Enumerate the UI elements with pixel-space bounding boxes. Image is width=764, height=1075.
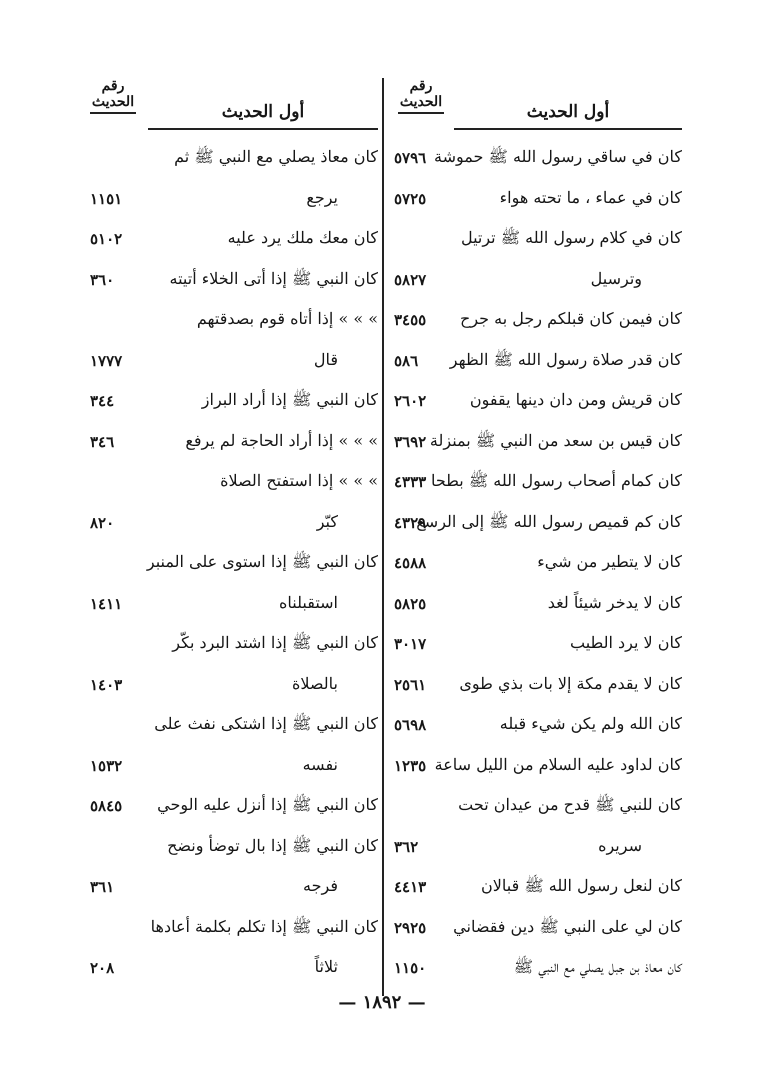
index-entry (392, 179, 682, 220)
hadith-number-header-line1: رقم (409, 78, 433, 94)
index-entry (88, 665, 378, 706)
hadith-opening-text: كان لا يقدم مكة إلا بات بذي طوى (459, 673, 682, 693)
index-entry (392, 381, 682, 422)
hadith-number: ٥٨٢٥ (394, 594, 427, 613)
hadith-opening-text: كان النبي ﷺ إذا أنزل عليه الوحي (157, 795, 378, 814)
hadith-start-header-label: أول الحديث (526, 102, 610, 122)
index-entry (88, 908, 378, 949)
hadith-number: ١٥٣٢ (90, 756, 123, 775)
index-entry (88, 341, 378, 382)
hadith-opening-text: كان لنعل رسول الله ﷺ قبالان (481, 876, 682, 895)
hadith-number: ١١٥٠ (394, 959, 427, 977)
hadith-opening-text: نفسه (302, 754, 338, 774)
hadith-opening-text: كان كم قميص رسول الله ﷺ إلى الرسغ (416, 511, 682, 531)
index-entry (88, 138, 378, 179)
hadith-start-header-label: أول الحديث (221, 102, 305, 122)
index-entry (392, 219, 682, 260)
hadith-number-header-line2: الحديث (399, 94, 443, 110)
hadith-number: ٣٤٦ (90, 432, 115, 451)
hadith-opening-text: كان النبي ﷺ إذا تكلم بكلمة أعادها (150, 916, 378, 936)
header-rule (148, 128, 378, 130)
hadith-opening-text: استقبلناه (279, 592, 338, 612)
hadith-opening-text: كان لداود عليه السلام من الليل ساعة (434, 754, 682, 774)
hadith-number: ١٤٠٣ (90, 675, 123, 694)
hadith-opening-text: كان لا يدخر شيئاً لغد (547, 592, 682, 612)
hadith-opening-text: كان لا يتطير من شيء (537, 552, 682, 571)
hadith-number-header (396, 78, 446, 114)
page-number: — ١٨٩٢ — (338, 992, 426, 1013)
hadith-opening-text: وترسيل (590, 268, 642, 288)
hadith-number: ٥٨٢٧ (394, 270, 427, 289)
index-rows-left (88, 138, 378, 989)
index-entry (392, 260, 682, 301)
hadith-opening-text: كان في ساقي رسول الله ﷺ حموشة (434, 147, 682, 166)
index-entry (88, 746, 378, 787)
hadith-opening-text: كان لا يرد الطيب (569, 633, 682, 652)
hadith-number: ٥٨٦ (394, 351, 419, 370)
index-entry (392, 503, 682, 544)
index-entry (88, 867, 378, 908)
index-entry (392, 908, 682, 949)
hadith-number: ٣٤٥٥ (394, 311, 427, 329)
index-rows-right (392, 138, 682, 989)
hadith-number: ٥٧٩٦ (394, 149, 427, 167)
hadith-number: ٢٥٦١ (394, 675, 427, 694)
hadith-number-header (88, 78, 138, 114)
hadith-opening-text: كبّر (316, 511, 338, 531)
hadith-opening-text: كان معاذ بن جبل يصلي مع النبي ﷺ (513, 957, 682, 976)
hadith-number-header-line2: الحديث (91, 94, 135, 110)
index-entry (88, 786, 378, 827)
index-entry (88, 827, 378, 868)
hadith-number: ٤٣٣٣ (394, 473, 427, 491)
hadith-number: ٣٦٠ (90, 270, 115, 289)
hadith-number: ١٤١١ (90, 594, 123, 613)
hadith-number: ٥٨٤٥ (90, 797, 123, 815)
hadith-number: ٣٤٤ (90, 392, 115, 410)
hadith-opening-text: بالصلاة (291, 673, 338, 693)
hadith-opening-text: كان فيمن كان قبلكم رجل به جرح (460, 309, 682, 328)
hadith-opening-text: كان قيس بن سعد من النبي ﷺ بمنزلة (429, 430, 682, 450)
index-entry (392, 584, 682, 625)
hadith-number: ٢٠٨ (90, 959, 115, 977)
hadith-opening-text: فرجه (303, 876, 338, 895)
hadith-opening-text: كان النبي ﷺ إذا بال توضأ ونضح (167, 835, 378, 855)
index-entry (88, 381, 378, 422)
index-entry (88, 462, 378, 503)
hadith-number: ٥٧٢٥ (394, 189, 427, 208)
hadith-number: ٣٦٢ (394, 837, 419, 856)
hadith-number: ٣٦١ (90, 878, 115, 896)
index-entry (392, 341, 682, 382)
index-entry (88, 584, 378, 625)
index-entry (392, 543, 682, 584)
hadith-opening-text: كان الله ولم يكن شيء قبله (499, 714, 682, 733)
hadith-number: ٥١٠٢ (90, 230, 123, 248)
hadith-opening-text: كان لي على النبي ﷺ دين فقضاني (453, 916, 682, 936)
index-entry (88, 260, 378, 301)
hadith-opening-text: ثلاثاً (314, 957, 338, 976)
index-entry (392, 867, 682, 908)
index-entry (392, 138, 682, 179)
index-entry (392, 462, 682, 503)
hadith-number: ٣٠١٧ (394, 635, 427, 653)
hadith-opening-text: كان في عماء ، ما تحته هواء (499, 187, 682, 207)
index-entry (392, 705, 682, 746)
index-entry (88, 624, 378, 665)
hadith-opening-text: » » » إذا أراد الحاجة لم يرفع (185, 430, 378, 450)
hadith-opening-text: قال (313, 349, 338, 369)
hadith-number: ٤٣٢٩ (394, 513, 427, 532)
hadith-opening-text: » » » إذا استفتح الصلاة (220, 471, 378, 490)
hadith-number: ٤٤١٣ (394, 878, 427, 896)
header-rule (454, 128, 682, 130)
index-entry (88, 948, 378, 989)
hadith-number-header-line1: رقم (101, 78, 125, 94)
index-entry (88, 543, 378, 584)
hadith-opening-text: » » » إذا أتاه قوم بصدقتهم (196, 309, 378, 328)
hadith-opening-text: كان النبي ﷺ إذا أتى الخلاء أتيته (169, 268, 378, 288)
hadith-number: ٨٢٠ (90, 513, 115, 532)
hadith-start-header (454, 102, 682, 130)
index-entry (88, 705, 378, 746)
header-rule (398, 112, 444, 114)
hadith-number: ٣٦٩٢ (394, 432, 427, 451)
index-entry (88, 422, 378, 463)
index-entry (392, 827, 682, 868)
hadith-start-header (148, 102, 378, 130)
hadith-number: ٢٩٢٥ (394, 918, 427, 937)
hadith-opening-text: كان كمام أصحاب رسول الله ﷺ بطحا (430, 471, 682, 490)
hadith-opening-text: كان قريش ومن دان دينها يقفون (469, 390, 682, 409)
hadith-opening-text: كان للنبي ﷺ قدح من عيدان تحت (458, 795, 682, 814)
index-column-right (392, 78, 682, 998)
hadith-number: ١١٥١ (90, 189, 123, 208)
hadith-opening-text: كان معك ملك يرد عليه (227, 228, 378, 247)
hadith-opening-text: كان في كلام رسول الله ﷺ ترتيل (460, 228, 682, 247)
index-entry (392, 300, 682, 341)
index-entry (88, 300, 378, 341)
hadith-number: ١٧٧٧ (90, 351, 123, 370)
index-column-left (88, 78, 378, 998)
header-rule (90, 112, 136, 114)
index-entry (392, 665, 682, 706)
hadith-opening-text: كان النبي ﷺ إذا اشتد البرد بكّر (172, 633, 378, 652)
hadith-opening-text: كان قدر صلاة رسول الله ﷺ الظهر (449, 349, 682, 369)
index-entry (88, 179, 378, 220)
hadith-number: ٢٦٠٢ (394, 392, 427, 410)
hadith-number: ٤٥٨٨ (394, 554, 427, 572)
hadith-opening-text: سريره (598, 835, 642, 855)
index-entry (88, 219, 378, 260)
column-divider (382, 78, 384, 996)
hadith-opening-text: كان النبي ﷺ إذا استوى على المنبر (146, 552, 378, 571)
hadith-opening-text: يرجع (306, 187, 338, 207)
index-entry (392, 746, 682, 787)
index-entry (392, 624, 682, 665)
index-entry (392, 422, 682, 463)
hadith-number: ١٢٣٥ (394, 756, 427, 775)
index-entry (392, 786, 682, 827)
hadith-opening-text: كان معاذ يصلي مع النبي ﷺ ثم (174, 147, 378, 166)
hadith-opening-text: كان النبي ﷺ إذا اشتكى نفث على (154, 714, 378, 733)
hadith-number: ٥٦٩٨ (394, 716, 427, 734)
hadith-opening-text: كان النبي ﷺ إذا أراد البراز (201, 390, 378, 409)
index-entry (392, 948, 682, 989)
index-entry (88, 503, 378, 544)
